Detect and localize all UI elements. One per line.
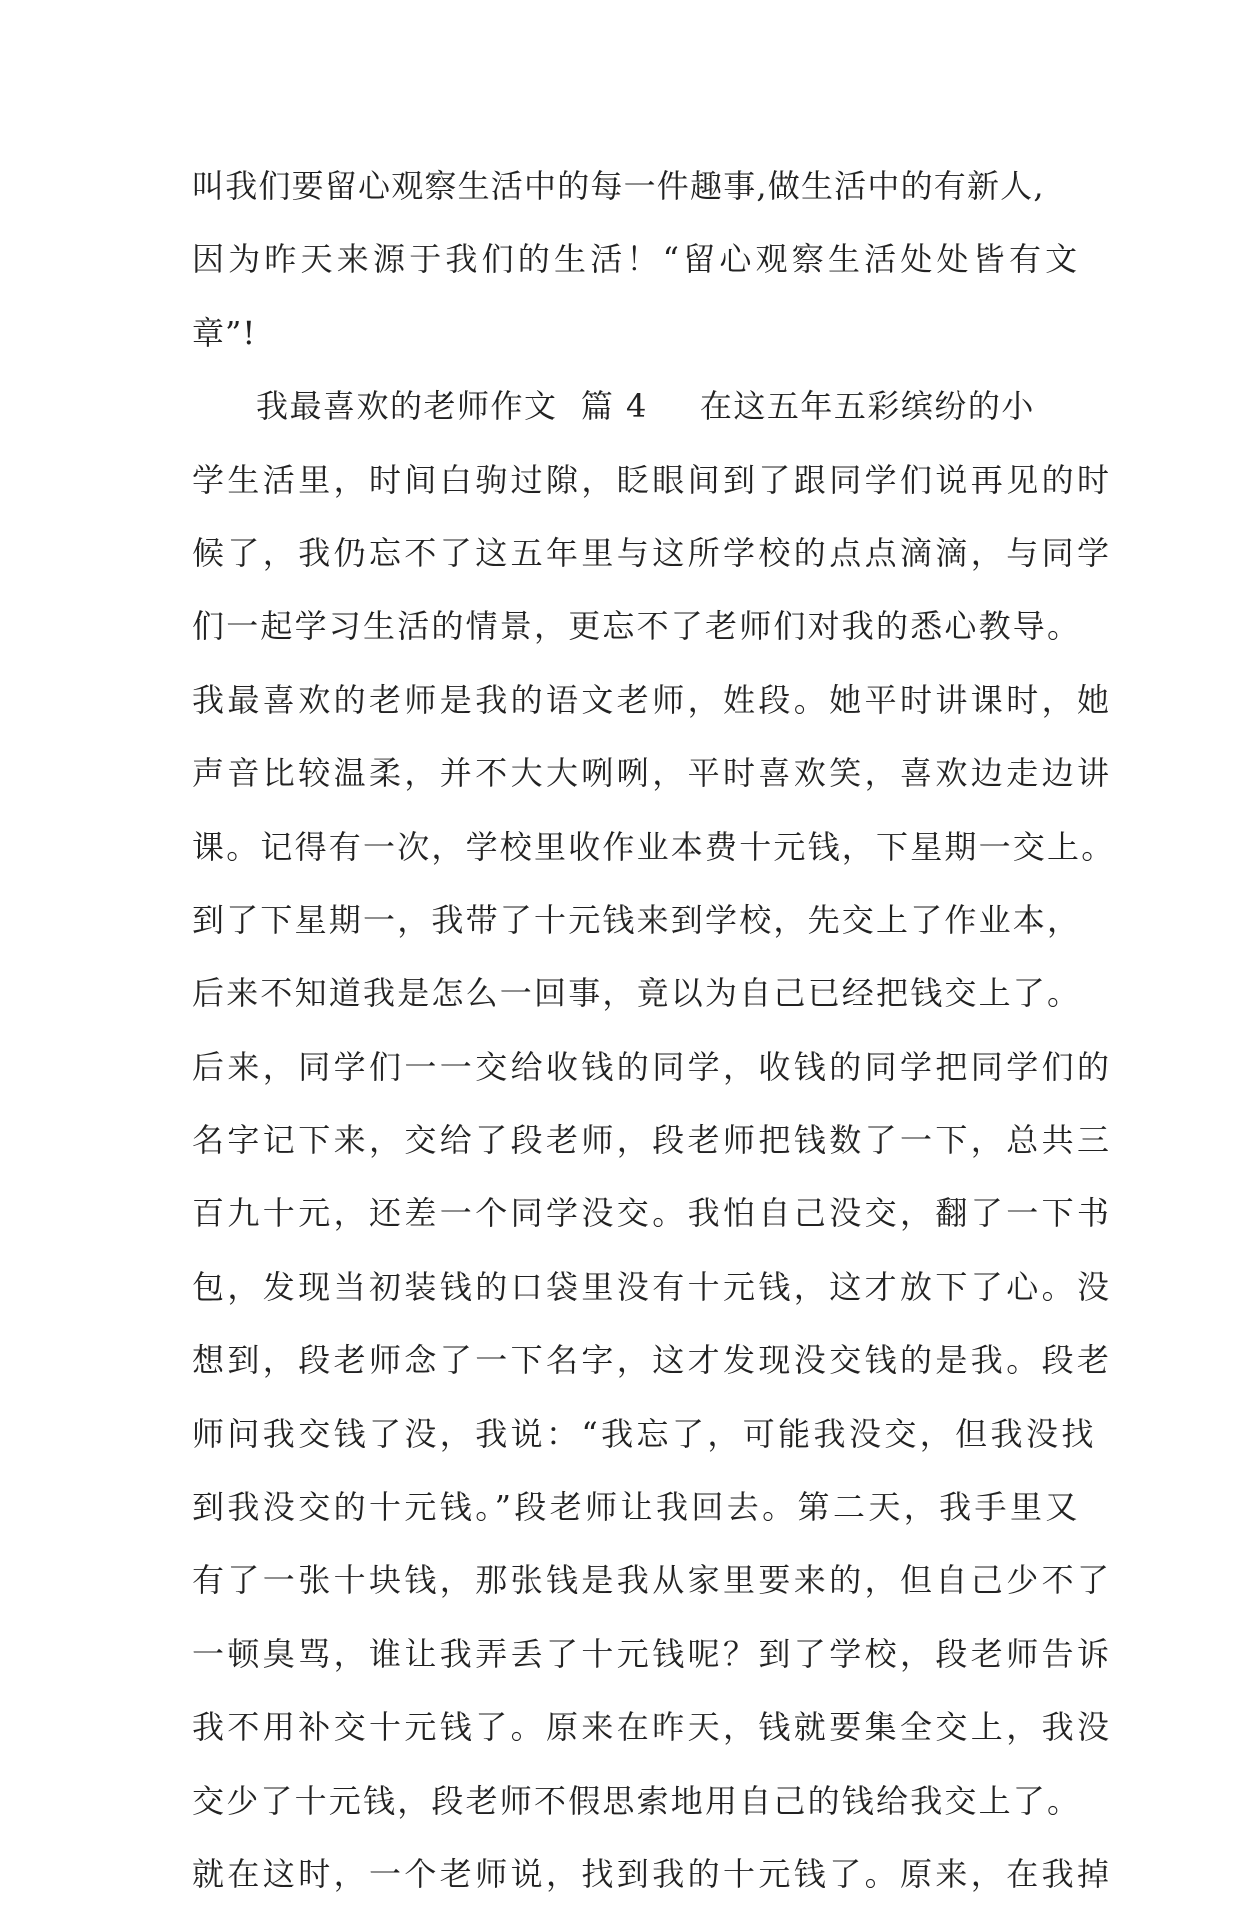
- text-line-15: 百九十元，还差一个同学没交。我怕自己没交，翻了一下书: [192, 1194, 1113, 1233]
- text-line-13: 后来，同学们一一交给收钱的同学，收钱的同学把同学们的: [192, 1047, 1113, 1086]
- text-line-14: 名字记下来，交给了段老师，段老师把钱数了一下，总共三: [192, 1121, 1113, 1160]
- text-line-7: 们一起学习生活的情景，更忘不了老师们对我的悉心教导。: [192, 607, 1082, 646]
- paragraph-opening: 在这五年五彩缤纷的小: [699, 387, 1035, 426]
- text-line-12: 后来不知道我是怎么一回事，竟以为自己已经把钱交上了。: [192, 974, 1082, 1013]
- text-line-16: 包，发现当初装钱的口袋里没有十元钱，这才放下了心。没: [192, 1267, 1113, 1306]
- text-line-3: 章”!: [192, 313, 257, 352]
- text-line-23: 交少了十元钱，段老师不假思索地用自己的钱给我交上了。: [192, 1781, 1082, 1820]
- text-line-22: 我不用补交十元钱了。原来在昨天，钱就要集全交上，我没: [192, 1708, 1113, 1747]
- text-line-20: 有了一张十块钱，那张钱是我从家里要来的，但自己少不了: [192, 1561, 1113, 1600]
- essay-number: 篇 4: [580, 387, 648, 426]
- text-line-9: 声音比较温柔，并不大大咧咧，平时喜欢笑，喜欢边走边讲: [192, 754, 1113, 793]
- text-line-11: 到了下星期一，我带了十元钱来到学校，先交上了作业本，: [192, 900, 1082, 939]
- text-line-2: 因为昨天来源于我们的生活！“留心观察生活处处皆有文: [192, 240, 1082, 279]
- section-heading-line: [192, 386, 1072, 459]
- text-line-1: 叫我们要留心观察生活中的每一件趣事,做生活中的有新人,: [192, 167, 1045, 205]
- text-line-8: 我最喜欢的老师是我的语文老师，姓段。她平时讲课时，她: [192, 680, 1113, 719]
- text-line-24: 就在这时，一个老师说，找到我的十元钱了。原来，在我掉: [192, 1854, 1113, 1893]
- text-line-17: 想到，段老师念了一下名字，这才发现没交钱的是我。段老: [192, 1341, 1113, 1380]
- text-line-18: 师问我交钱了没，我说：“我忘了，可能我没交，但我没找: [192, 1414, 1097, 1453]
- text-line-19: 到我没交的十元钱。”段老师让我回去。第二天，我手里又: [192, 1488, 1081, 1527]
- text-line-5: 学生活里，时间白驹过隙，眨眼间到了跟同学们说再见的时: [192, 460, 1113, 499]
- text-line-21: 一顿臭骂，谁让我弄丢了十元钱呢？到了学校，段老师告诉: [192, 1634, 1113, 1673]
- text-line-6: 候了，我仍忘不了这五年里与这所学校的点点滴滴，与同学: [192, 533, 1113, 572]
- text-line-10: 课。记得有一次，学校里收作业本费十元钱，下星期一交上。: [192, 827, 1116, 866]
- essay-body: [192, 166, 1116, 1927]
- essay-title: 我最喜欢的老师作文: [256, 387, 558, 426]
